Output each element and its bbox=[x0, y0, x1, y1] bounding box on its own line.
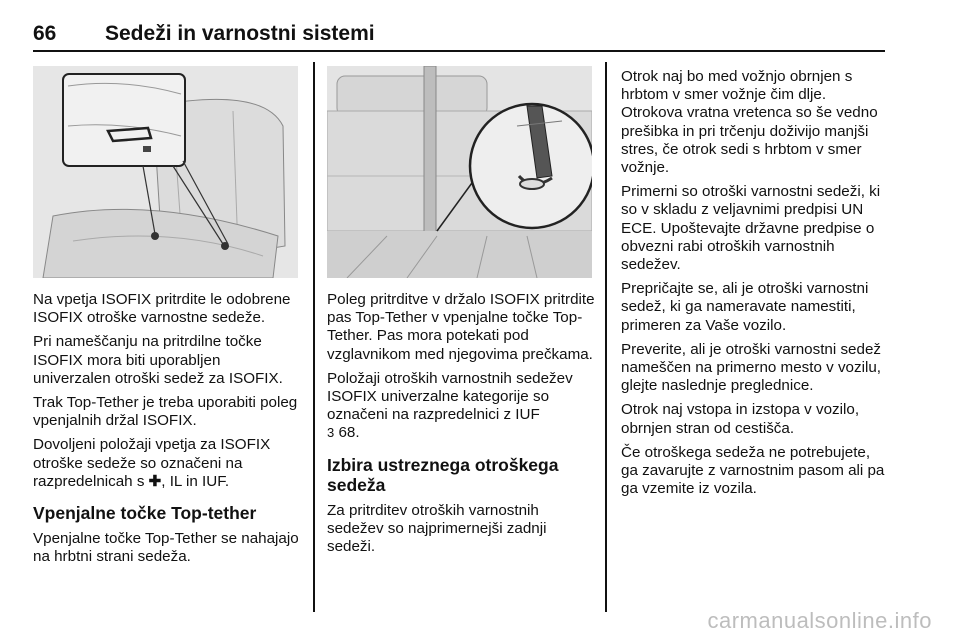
page-header bbox=[33, 20, 885, 54]
paragraph: Vpenjalne točke Top-Tether se nahajajo na hrbtni strani sedeža. bbox=[33, 530, 299, 566]
column-1 bbox=[33, 291, 301, 572]
page-reference: 68. bbox=[334, 424, 360, 442]
paragraph-text: Položaji otroških varnostnih sedežev ISOFIX univerzalne kategorije so označeni na razpredelnici z IUF bbox=[327, 369, 573, 424]
paragraph: Otrok naj vstopa in izstopa v vozilo, obrnjen stran od cestišča. bbox=[621, 401, 860, 437]
column-divider-2 bbox=[605, 62, 607, 612]
page-reference-arrow: 3 bbox=[327, 425, 335, 441]
paragraph: Prepričajte se, ali je otroški varnostni sedež, ki ga nameravate namestiti, primeren za Vaše vozilo. bbox=[621, 280, 869, 334]
paragraph: Za pritrditev otroških varnostnih sedežev so najprimernejši zadnji sedeži. bbox=[327, 501, 547, 556]
isofix-cross-symbol: ✚ bbox=[148, 472, 162, 490]
paragraph: Pri nameščanju na pritrdilne točke ISOFIX mora biti uporabljen univerzalen otroški sedež za ISOFIX. bbox=[33, 333, 283, 387]
paragraph: Preverite, ali je otroški varnostni sedež nameščen na primerno mesto v vozilu, glejte naslednje preglednice. bbox=[621, 340, 881, 395]
column-2 bbox=[327, 291, 595, 562]
page-number: 66 bbox=[33, 22, 57, 45]
page-title: Sedeži in varnostni sistemi bbox=[105, 22, 375, 45]
paragraph: Primerni so otroški varnostni sedeži, ki so v skladu z veljavnimi predpisi UN ECE. Upoštevajte državne predpise o obvezni rabi otroških varnostnih sedežev. bbox=[621, 183, 881, 274]
paragraph: Trak Top-Tether je treba uporabiti poleg vpenjalnih držal ISOFIX. bbox=[33, 394, 298, 430]
paragraph-text: Dovoljeni položaji vpetja za ISOFIX otroške sedeže so označeni na razpredelnicah s bbox=[33, 436, 271, 490]
paragraph: Če otroškega sedeža ne potrebujete, ga zavarujte z varnostnim pasom ali pa ga vzemite iz vozila. bbox=[621, 443, 885, 498]
paragraph bbox=[33, 436, 301, 491]
watermark: carmanualsonline.info bbox=[707, 608, 932, 633]
paragraph: Na vpetja ISOFIX pritrdite le odobrene ISOFIX otroške varnostne sedeže. bbox=[33, 291, 291, 327]
header-rule bbox=[33, 50, 885, 52]
paragraph: Poleg pritrditve v držalo ISOFIX pritrdite pas Top-Tether v vpenjalne točke Top-Tether. Pas mora potekati pod vzglavnikom med njegovima prečkama. bbox=[327, 291, 595, 363]
paragraph-text: , IL in IUF. bbox=[161, 472, 230, 490]
column-divider-1 bbox=[313, 62, 315, 612]
paragraph: Otrok naj bo med vožnjo obrnjen s hrbtom v smer vožnje čim dlje. Otrokova vratna vretenca so še vedno prešibka in pri trčenju doživijo manjši stres, če otrok sedi s hrbtom v smer vožnje. bbox=[621, 68, 878, 177]
isofix-seat-illustration bbox=[33, 66, 298, 278]
column-3 bbox=[621, 68, 889, 504]
top-tether-illustration bbox=[327, 66, 592, 278]
section-heading: Vpenjalne točke Top-tether bbox=[33, 503, 257, 524]
section-heading: Izbira ustreznega otroškega sedeža bbox=[327, 454, 559, 495]
paragraph bbox=[327, 370, 595, 443]
